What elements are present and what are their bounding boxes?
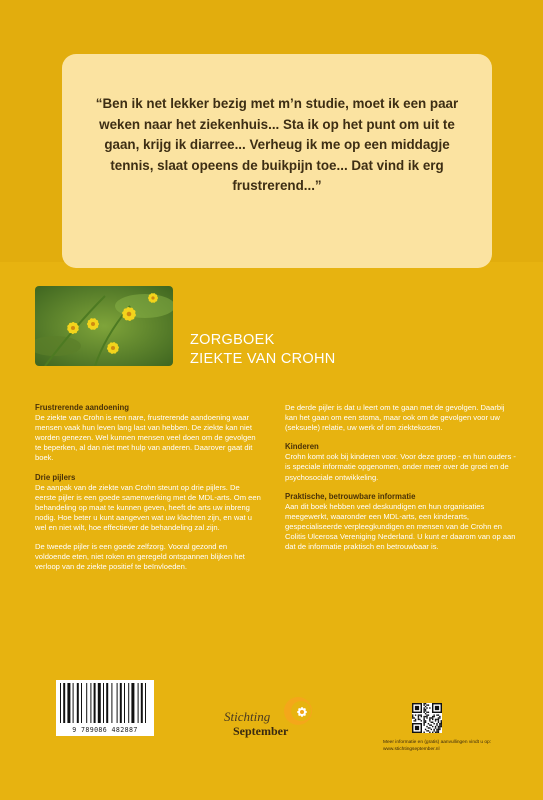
qr-module bbox=[431, 729, 432, 730]
qr-module bbox=[428, 704, 429, 705]
footer-info bbox=[383, 740, 533, 753]
section-paragraph: De aanpak van de ziekte van Crohn steunt op drie pijlers. De eerste pijler is een goede samenwerking met de MDL-arts. Om een behandeling op maat te kunnen geven, heeft de arts uw inbreng nodig. Hoe beter u kunt aangeven wat uw klachten zijn, en wat u wel en niet wilt, hoe effectiever de behandeling zal zijn. bbox=[35, 482, 261, 533]
section-paragraph: Crohn komt ook bij kinderen voor. Voor deze groep - en hun ouders - is speciale informatie opgenomen, onder meer over de groei en de psychosociale ontwikkeling. bbox=[285, 452, 516, 482]
qr-module bbox=[428, 727, 429, 728]
qr-module bbox=[425, 713, 426, 714]
barcode-bar bbox=[60, 683, 61, 723]
qr-module bbox=[423, 712, 424, 713]
qr-module bbox=[423, 704, 424, 705]
qr-module bbox=[431, 722, 432, 723]
qr-module bbox=[441, 726, 442, 727]
qr-module bbox=[425, 710, 426, 711]
barcode-bar bbox=[128, 683, 129, 723]
publisher-name-line-2: September bbox=[233, 724, 289, 738]
section-paragraph: Aan dit boek hebben veel deskundigen en hun organisaties meegewerkt, waaronder een MDL-arts, een kinderarts, gespecialiseerde verpleegkundigen en mensen van de Crohn en Colitis Ulcerosa Vereniging Nederland. U kunt er daarom van op aan dat de informatie praktisch en betrouwbaar is. bbox=[285, 501, 516, 552]
publisher-name-line-1: Stichting bbox=[224, 709, 271, 724]
barcode-bar bbox=[120, 683, 122, 723]
barcode-bar bbox=[106, 683, 108, 723]
qr-module bbox=[439, 727, 440, 728]
qr-module bbox=[433, 729, 434, 730]
qr-module bbox=[418, 717, 419, 718]
barcode-bar bbox=[73, 683, 74, 723]
qr-module bbox=[435, 732, 436, 733]
qr-module bbox=[421, 720, 422, 721]
qr-module bbox=[421, 714, 422, 715]
title-line-2: ZIEKTE VAN CROHN bbox=[190, 351, 336, 367]
qr-module bbox=[423, 710, 424, 711]
qr-module bbox=[415, 726, 419, 730]
qr-module bbox=[415, 720, 416, 721]
qr-module bbox=[426, 714, 427, 715]
qr-module bbox=[438, 720, 439, 721]
qr-module bbox=[435, 719, 436, 720]
section-heading: Drie pijlers bbox=[35, 472, 76, 482]
barcode-bar bbox=[63, 683, 65, 723]
barcode-bar bbox=[138, 683, 139, 723]
qr-code bbox=[412, 703, 442, 733]
qr-module bbox=[425, 709, 426, 710]
footer-line-1: Meer informatie en (gratis) aanvullingen vindt u op: bbox=[383, 740, 491, 745]
qr-module bbox=[432, 726, 433, 727]
qr-module bbox=[425, 716, 426, 717]
qr-module bbox=[429, 727, 430, 728]
barcode-bar bbox=[94, 683, 96, 723]
qr-module bbox=[419, 719, 420, 720]
qr-module bbox=[436, 730, 437, 731]
qr-module bbox=[439, 716, 440, 717]
qr-module bbox=[438, 717, 439, 718]
barcode-bar bbox=[131, 683, 134, 723]
qr-module bbox=[418, 716, 419, 717]
qr-module bbox=[432, 717, 433, 718]
barcode-bar bbox=[81, 683, 82, 723]
qr-module bbox=[423, 732, 424, 733]
qr-module bbox=[412, 714, 413, 715]
qr-module bbox=[426, 726, 427, 727]
barcode-bar bbox=[90, 683, 91, 723]
qr-module bbox=[425, 706, 426, 707]
qr-module bbox=[429, 724, 430, 725]
qr-module bbox=[423, 703, 424, 704]
qr-module bbox=[438, 714, 439, 715]
left-column bbox=[35, 403, 261, 581]
qr-module bbox=[412, 717, 413, 718]
qr-module bbox=[433, 723, 434, 724]
qr-module bbox=[423, 719, 424, 720]
qr-module bbox=[423, 720, 424, 721]
qr-module bbox=[423, 717, 424, 718]
qr-module bbox=[441, 722, 442, 723]
qr-module bbox=[423, 707, 424, 708]
barcode bbox=[56, 680, 154, 736]
barcode-bar bbox=[141, 683, 143, 723]
qr-module bbox=[435, 726, 436, 727]
qr-module bbox=[438, 727, 439, 728]
barcode-bar bbox=[67, 683, 70, 723]
barcode-bar bbox=[103, 683, 104, 723]
qr-module bbox=[425, 729, 426, 730]
qr-module bbox=[429, 732, 430, 733]
qr-module bbox=[438, 732, 439, 733]
qr-module bbox=[423, 722, 424, 723]
qr-module bbox=[418, 719, 419, 720]
qr-module bbox=[423, 709, 424, 710]
qr-module bbox=[426, 707, 427, 708]
qr-module bbox=[438, 726, 439, 727]
qr-module bbox=[419, 714, 420, 715]
qr-module bbox=[426, 730, 427, 731]
qr-module bbox=[435, 720, 436, 721]
section-paragraph: De derde pijler is dat u leert om te gaan met de gevolgen. Daarbij kan het gaan om een stoma, maar ook om de gevolgen voor uw (seksuele) relatie, uw werk of om ziektekosten. bbox=[285, 403, 505, 433]
qr-module bbox=[423, 716, 424, 717]
barcode-bar bbox=[145, 683, 146, 723]
qr-module bbox=[435, 706, 439, 710]
section-paragraph: De tweede pijler is een goede zelfzorg. Vooral gezond en voldoende eten, niet roken en geregeld ontspannen blijken het verloop van de ziekte positief te beïnvloeden. bbox=[35, 542, 245, 572]
quote-text: “Ben ik net lekker bezig met m’n studie, moet ik een paar weken naar het ziekenhuis... Sta ik op het punt om uit te gaan, krijg ik diarree... Verheug ik me op een middagje tennis, slaat opeens de buikpijn toe... Dat vind ik erg frustrerend...” bbox=[95, 96, 459, 193]
barcode-bar bbox=[124, 683, 125, 723]
qr-module bbox=[438, 722, 439, 723]
qr-module bbox=[415, 719, 416, 720]
section-heading: Frustrerende aandoening bbox=[35, 403, 130, 412]
qr-module bbox=[423, 724, 424, 725]
right-column bbox=[285, 403, 517, 561]
qr-module bbox=[433, 714, 434, 715]
qr-module bbox=[415, 714, 416, 715]
qr-module bbox=[436, 714, 437, 715]
barcode-number: 9 789086 482887 bbox=[72, 726, 138, 734]
qr-module bbox=[426, 716, 427, 717]
qr-module bbox=[431, 717, 432, 718]
qr-module bbox=[432, 719, 433, 720]
qr-module bbox=[436, 724, 437, 725]
qr-module bbox=[428, 714, 429, 715]
qr-module bbox=[439, 729, 440, 730]
qr-module bbox=[418, 714, 419, 715]
qr-module bbox=[429, 719, 430, 720]
qr-module bbox=[429, 720, 430, 721]
qr-module bbox=[431, 724, 432, 725]
qr-module bbox=[413, 720, 414, 721]
qr-module bbox=[428, 712, 429, 713]
qr-module bbox=[438, 730, 439, 731]
section-heading: Kinderen bbox=[285, 442, 319, 452]
qr-module bbox=[432, 716, 433, 717]
barcode-bars bbox=[56, 680, 154, 726]
title-line-1: ZORGBOEK bbox=[190, 332, 275, 348]
qr-module bbox=[429, 717, 430, 718]
qr-module bbox=[432, 732, 433, 733]
qr-module bbox=[412, 716, 413, 717]
qr-module bbox=[439, 726, 440, 727]
qr-module bbox=[441, 724, 442, 725]
qr-module bbox=[426, 712, 427, 713]
barcode-bar bbox=[111, 683, 112, 723]
qr-module bbox=[441, 723, 442, 724]
barcode-bar bbox=[86, 683, 87, 723]
qr-module bbox=[426, 704, 427, 705]
qr-module bbox=[436, 719, 437, 720]
qr-module bbox=[423, 723, 424, 724]
quote-box bbox=[62, 54, 492, 268]
section-heading: Praktische, betrouwbare informatie bbox=[285, 491, 416, 501]
publisher-logo bbox=[224, 695, 324, 745]
qr-module bbox=[438, 729, 439, 730]
qr-module bbox=[433, 730, 434, 731]
qr-module bbox=[433, 716, 434, 717]
qr-module bbox=[425, 720, 426, 721]
qr-module bbox=[441, 720, 442, 721]
qr-module bbox=[425, 703, 426, 704]
flower-photo bbox=[35, 286, 173, 366]
qr-module bbox=[426, 717, 427, 718]
qr-module bbox=[413, 717, 414, 718]
book-title bbox=[190, 331, 336, 369]
qr-code-icon bbox=[412, 703, 442, 733]
qr-module bbox=[415, 706, 419, 710]
qr-module bbox=[429, 707, 430, 708]
barcode-bar bbox=[117, 683, 118, 723]
qr-module bbox=[436, 729, 437, 730]
qr-module bbox=[432, 722, 433, 723]
qr-module bbox=[436, 732, 437, 733]
qr-module bbox=[439, 723, 440, 724]
qr-module bbox=[428, 723, 429, 724]
qr-module bbox=[421, 716, 422, 717]
barcode-bar bbox=[77, 683, 79, 723]
barcode-bar bbox=[98, 683, 101, 723]
qr-module bbox=[439, 724, 440, 725]
qr-module bbox=[428, 730, 429, 731]
section-paragraph: De ziekte van Crohn is een nare, frustrerende aandoening waar mensen vaak hun leven lang last van hebben. De ziekte kan niet worden genezen. Wel kunnen mensen veel doen om de gevolgen te beperken, al dan niet met hulp van anderen. Daarover gaat dit boek. bbox=[35, 413, 256, 463]
qr-module bbox=[425, 722, 426, 723]
qr-module bbox=[439, 717, 440, 718]
qr-module bbox=[438, 719, 439, 720]
footer-url: www.stichtingseptember.nl bbox=[383, 746, 440, 752]
qr-module bbox=[435, 727, 436, 728]
qr-module bbox=[436, 723, 437, 724]
